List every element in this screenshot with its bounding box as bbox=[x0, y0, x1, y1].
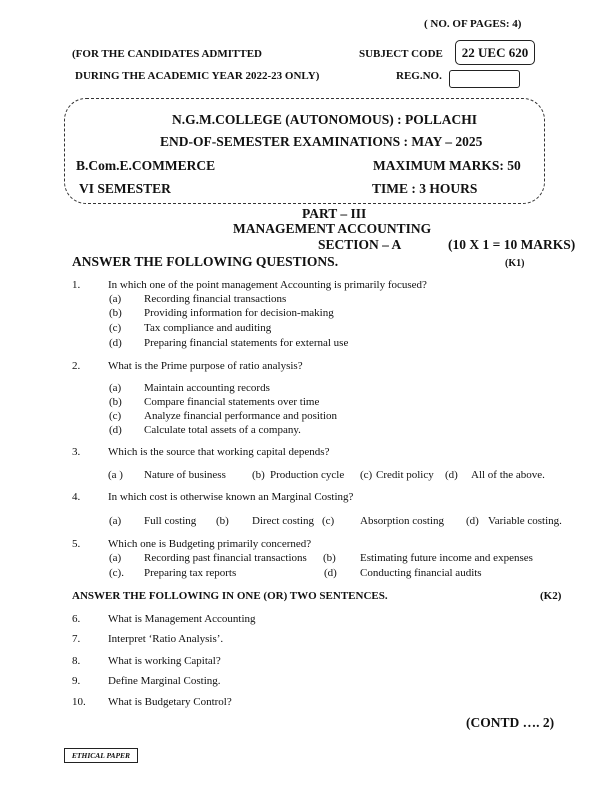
option-label: (c) bbox=[360, 469, 373, 481]
course-name: B.Com.E.COMMERCE bbox=[76, 158, 216, 173]
question-text: In which one of the point management Accounting is primarily focused? bbox=[108, 279, 427, 291]
semester: VI SEMESTER bbox=[79, 181, 171, 196]
option-label: (d) bbox=[445, 469, 458, 481]
option-text: Preparing tax reports bbox=[144, 567, 237, 579]
instruction-k1: ANSWER THE FOLLOWING QUESTIONS. bbox=[72, 254, 339, 269]
option-label: (b) bbox=[109, 307, 122, 319]
option-text: Direct costing bbox=[252, 515, 315, 527]
college-name: N.G.M.COLLEGE (AUTONOMOUS) : POLLACHI bbox=[172, 112, 478, 127]
section-heading: SECTION – A bbox=[318, 237, 402, 252]
option-text: Calculate total assets of a company. bbox=[144, 424, 301, 436]
subject-code-box bbox=[455, 40, 535, 65]
option-label: (c) bbox=[109, 410, 122, 422]
option-text: Providing information for decision-making bbox=[144, 307, 334, 319]
option-label: (a) bbox=[109, 515, 122, 527]
question-number: 10. bbox=[72, 696, 86, 708]
option-label: (d) bbox=[109, 337, 122, 349]
option-text: All of the above. bbox=[471, 469, 545, 481]
question-number: 5. bbox=[72, 538, 81, 550]
question-text: Interpret ‘Ratio Analysis’. bbox=[108, 633, 224, 645]
question-text: Define Marginal Costing. bbox=[108, 675, 221, 687]
option-label: (c) bbox=[109, 322, 122, 334]
option-text: Analyze financial performance and position bbox=[144, 410, 338, 422]
question-text: What is working Capital? bbox=[108, 655, 221, 667]
option-text: Production cycle bbox=[270, 469, 345, 481]
option-text: Maintain accounting records bbox=[144, 382, 270, 394]
option-label: (b) bbox=[109, 396, 122, 408]
part-heading: PART – III bbox=[302, 206, 367, 221]
option-text: Nature of business bbox=[144, 469, 226, 481]
option-label: (c) bbox=[322, 515, 335, 527]
page-count: ( NO. OF PAGES: 4) bbox=[424, 18, 522, 30]
question-number: 8. bbox=[72, 655, 81, 667]
footer-ethical-paper: ETHICAL PAPER bbox=[64, 748, 138, 763]
subject-code: 22 UEC 620 bbox=[461, 45, 529, 60]
option-text: Compare financial statements over time bbox=[144, 396, 320, 408]
option-text: Full costing bbox=[144, 515, 197, 527]
question-number: 4. bbox=[72, 491, 81, 503]
question-number: 7. bbox=[72, 633, 81, 645]
option-label: (a ) bbox=[108, 469, 123, 481]
option-label: (a) bbox=[109, 293, 122, 305]
k2-level: (K2) bbox=[540, 590, 562, 602]
regno-field[interactable] bbox=[449, 70, 520, 88]
question-text: What is Management Accounting bbox=[108, 613, 256, 625]
candidates-note-line2: DURING THE ACADEMIC YEAR 2022-23 ONLY) bbox=[75, 70, 320, 82]
option-text: Conducting financial audits bbox=[360, 567, 482, 579]
question-text: Which is the source that working capital depends? bbox=[108, 446, 330, 458]
k1-level: (K1) bbox=[505, 258, 525, 269]
exam-time: TIME : 3 HOURS bbox=[372, 181, 478, 196]
option-label: (b) bbox=[323, 552, 336, 564]
option-label: (b) bbox=[252, 469, 265, 481]
instruction-k2: ANSWER THE FOLLOWING IN ONE (OR) TWO SENTENCES. bbox=[72, 590, 388, 602]
continued-note: (CONTD …. 2) bbox=[466, 715, 555, 730]
question-text: What is Budgetary Control? bbox=[108, 696, 232, 708]
section-marks: (10 X 1 = 10 MARKS) bbox=[448, 237, 576, 252]
option-label: (d) bbox=[109, 424, 122, 436]
option-label: (d) bbox=[466, 515, 479, 527]
exam-title: END-OF-SEMESTER EXAMINATIONS : MAY – 2025 bbox=[160, 134, 483, 149]
option-text: Credit policy bbox=[376, 469, 434, 481]
regno-label: REG.NO. bbox=[396, 70, 442, 82]
option-text: Variable costing. bbox=[488, 515, 562, 527]
option-text: Recording financial transactions bbox=[144, 293, 287, 305]
option-text: Estimating future income and expenses bbox=[360, 552, 533, 564]
question-text: Which one is Budgeting primarily concerned? bbox=[108, 538, 312, 550]
subject-heading: MANAGEMENT ACCOUNTING bbox=[233, 221, 432, 236]
question-number: 2. bbox=[72, 360, 81, 372]
option-text: Recording past financial transactions bbox=[144, 552, 307, 564]
candidates-note-line1: (FOR THE CANDIDATES ADMITTED bbox=[72, 48, 262, 60]
question-text: In which cost is otherwise known an Marginal Costing? bbox=[108, 491, 354, 503]
option-label: (a) bbox=[109, 552, 122, 564]
question-number: 1. bbox=[72, 279, 81, 291]
question-number: 9. bbox=[72, 675, 81, 687]
subject-code-label: SUBJECT CODE bbox=[359, 48, 443, 60]
question-text: What is the Prime purpose of ratio analysis? bbox=[108, 360, 303, 372]
max-marks: MAXIMUM MARKS: 50 bbox=[373, 158, 521, 173]
option-label: (d) bbox=[324, 567, 337, 579]
option-text: Absorption costing bbox=[360, 515, 445, 527]
option-label: (b) bbox=[216, 515, 229, 527]
option-text: Tax compliance and auditing bbox=[144, 322, 272, 334]
question-number: 3. bbox=[72, 446, 81, 458]
option-text: Preparing financial statements for external use bbox=[144, 337, 349, 349]
question-number: 6. bbox=[72, 613, 81, 625]
option-label: (a) bbox=[109, 382, 122, 394]
option-label: (c). bbox=[109, 567, 124, 579]
